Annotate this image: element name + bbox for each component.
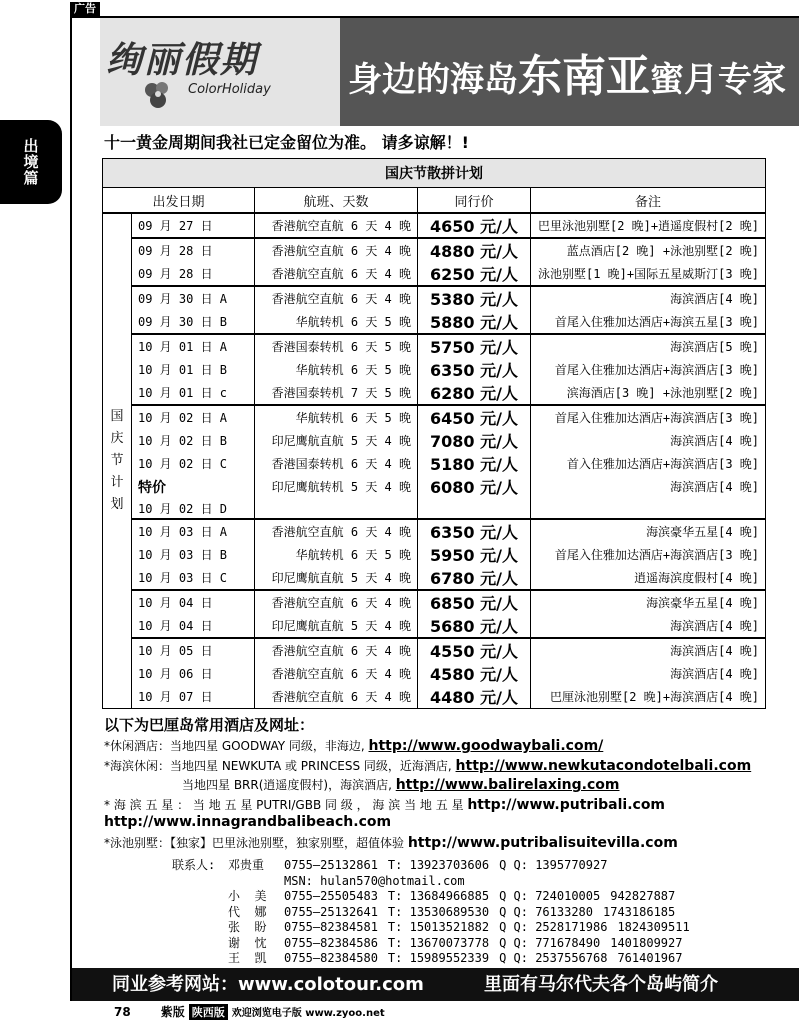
price-cell: 5750 元/人 — [418, 334, 531, 358]
contact-row — [172, 936, 700, 952]
price-cell: 5680 元/人 — [418, 614, 531, 638]
contact-mobile: T: 13670073778 — [387, 935, 490, 950]
note-cell: 海滨酒店[4 晚] — [531, 638, 766, 662]
contact-label: 联系人: — [172, 858, 216, 872]
contact-qq: Q Q: 1395770927 — [499, 858, 608, 872]
contact-name: 小 美 — [228, 889, 267, 903]
slogan — [348, 40, 786, 104]
date-cell: 10 月 01 日 c — [132, 381, 255, 405]
flight-cell: 华航转机 6 天 5 晚 — [255, 358, 418, 381]
contact-qq: Q Q: 2537556768 — [499, 951, 608, 965]
flight-cell: 香港国泰转机 6 天 4 晚 — [255, 452, 418, 475]
flight-cell: 印尼鹰航直航 5 天 4 晚 — [255, 614, 418, 638]
contact-name: 王 凯 — [228, 951, 267, 965]
price-cell: 6850 元/人 — [418, 590, 531, 614]
contact-phone: 0755—82384586 — [284, 935, 378, 950]
bottom-bar — [72, 968, 799, 1001]
date-cell: 09 月 28 日 — [132, 262, 255, 286]
contact-name: 邓贵重 — [228, 858, 265, 872]
date-cell: 10 月 04 日 — [132, 590, 255, 614]
header-flight: 航班、天数 — [255, 188, 418, 214]
hotel-url[interactable]: http://www.balirelaxing.com — [395, 777, 620, 793]
contact-label — [172, 951, 228, 967]
section-tab — [0, 120, 62, 204]
hotel-url[interactable]: http://www.newkutacondotelbali.com — [455, 758, 752, 774]
price-cell: 7080 元/人 — [418, 429, 531, 452]
table-row — [103, 662, 766, 685]
flight-cell: 华航转机 6 天 5 晚 — [255, 543, 418, 566]
date-cell: 09 月 28 日 — [132, 238, 255, 262]
hotel-line — [104, 737, 603, 754]
hotel-desc: 当地四星 BRR(逍遥度假村)，海滨酒店, — [182, 778, 396, 792]
hotel-desc: *休闲酒店：当地四星 GOODWAY 同级，非海边, — [104, 739, 369, 753]
date-cell: 10 月 02 日 C — [132, 452, 255, 475]
contact-qq: Q Q: 724010005 — [499, 889, 601, 903]
note-cell: 海滨酒店[5 晚] — [531, 334, 766, 358]
note-cell: 海滨酒店[4 晚] — [531, 614, 766, 638]
contact-phone: 0755—82384581 — [284, 920, 378, 934]
note-cell: 首尾入住雅加达酒店+海滨酒店[3 晚] — [531, 405, 766, 429]
note-cell: 海滨豪华五星[4 晚] — [531, 519, 766, 543]
header-date: 出发日期 — [103, 188, 255, 214]
note-cell: 海滨酒店[4 晚] — [531, 286, 766, 310]
contact-row — [172, 905, 700, 921]
note-cell: 首入住雅加达酒店+海滨酒店[3 晚] — [531, 452, 766, 475]
date-cell: 10 月 03 日 B — [132, 543, 255, 566]
contact-name: 谢 忱 — [228, 935, 267, 950]
flight-cell: 香港航空直航 6 天 4 晚 — [255, 213, 418, 238]
price-cell: 6080 元/人 — [418, 475, 531, 498]
table-row — [103, 334, 766, 358]
contact-qq-extra: 1824309511 — [617, 920, 690, 934]
side-label-char: 计 — [110, 475, 124, 490]
hotel-line — [104, 834, 678, 851]
hotel-url[interactable]: http://www.putribalisuitevilla.com — [407, 835, 678, 851]
contacts — [172, 858, 700, 967]
price-cell: 4480 元/人 — [418, 685, 531, 709]
side-label — [103, 213, 132, 709]
date-cell: 特价 — [132, 475, 255, 498]
contact-row — [172, 951, 700, 967]
table-row — [103, 429, 766, 452]
contact-qq: Q Q: 771678490 — [499, 935, 601, 950]
table-row — [103, 381, 766, 405]
flight-cell: 印尼鹰航直航 5 天 4 晚 — [255, 566, 418, 590]
note-cell: 泳池别墅[1 晚]+国际五星威斯汀[3 晚] — [531, 262, 766, 286]
hotel-desc: * 海 滨 五 星 ： 当 地 五 星 PUTRI/GBB 同 级 ， 海 滨 当 地 五 星 — [104, 798, 468, 812]
table-row — [103, 685, 766, 709]
table-row — [103, 590, 766, 614]
price-cell: 6250 元/人 — [418, 262, 531, 286]
hotel-line — [104, 757, 751, 774]
contact-mobile: T: 15013521882 — [387, 920, 490, 934]
note-cell: 巴里泳池别墅[2 晚]+逍遥度假村[2 晚] — [531, 213, 766, 238]
date-cell: 10 月 06 日 — [132, 662, 255, 685]
price-cell: 5880 元/人 — [418, 310, 531, 334]
contact-row — [172, 889, 700, 905]
table-row — [103, 519, 766, 543]
price-cell: 6350 元/人 — [418, 358, 531, 381]
date-cell: 10 月 02 日 B — [132, 429, 255, 452]
contact-phone: 0755—82384580 — [284, 951, 378, 965]
ad-label: 广告 — [70, 2, 100, 16]
header-price: 同行价 — [418, 188, 531, 214]
note-cell: 海滨酒店[4 晚] — [531, 429, 766, 452]
price-cell: 4880 元/人 — [418, 238, 531, 262]
logo-cn: 绚丽假期 — [106, 39, 259, 81]
table-row — [103, 238, 766, 262]
flight-cell: 香港国泰转机 6 天 5 晚 — [255, 334, 418, 358]
date-cell: 10 月 05 日 — [132, 638, 255, 662]
date-cell: 10 月 07 日 — [132, 685, 255, 709]
table-row — [103, 543, 766, 566]
note-cell: 首尾入住雅加达酒店+海滨酒店[3 晚] — [531, 358, 766, 381]
flight-cell: 华航转机 6 天 5 晚 — [255, 405, 418, 429]
table-row — [103, 358, 766, 381]
contact-row — [172, 920, 700, 936]
price-cell: 4550 元/人 — [418, 638, 531, 662]
note-cell: 蓝点酒店[2 晚] +泳池别墅[2 晚] — [531, 238, 766, 262]
contact-mobile: T: 15989552339 — [387, 951, 490, 965]
price-cell: 5180 元/人 — [418, 452, 531, 475]
price-cell: 5380 元/人 — [418, 286, 531, 310]
note-cell: 首尾入住雅加达酒店+海滨五星[3 晚] — [531, 310, 766, 334]
date-cell: 09 月 30 日 B — [132, 310, 255, 334]
table-row — [103, 405, 766, 429]
date-cell: 10 月 03 日 A — [132, 519, 255, 543]
date-cell: 09 月 27 日 — [132, 213, 255, 238]
plan-table — [102, 158, 766, 709]
contact-qq: Q Q: 2528171986 — [499, 920, 608, 934]
logo — [100, 18, 340, 126]
contact-phone: 0755—25132641 — [284, 904, 378, 919]
contact-msn: MSN: hulan570@hotmail.com — [284, 873, 465, 888]
contact-qq: Q Q: 76133280 — [499, 904, 593, 919]
logo-en: ColorHoliday — [188, 82, 271, 97]
contact-name: 张 盼 — [228, 920, 267, 934]
hotel-url[interactable]: http://www.goodwaybali.com/ — [368, 738, 604, 754]
side-label-char: 庆 — [110, 431, 124, 446]
hotel-line — [182, 776, 620, 793]
note-cell: 逍遥海滨度假村[4 晚] — [531, 566, 766, 590]
flight-cell: 香港航空直航 6 天 4 晚 — [255, 638, 418, 662]
hotel-desc: *海滨休闲：当地四星 NEWKUTA 或 PRINCESS 同级，近海酒店, — [104, 759, 456, 773]
hotel-line — [104, 796, 665, 813]
table-row — [103, 286, 766, 310]
flight-cell: 印尼鹰航转机 5 天 4 晚 — [255, 475, 418, 498]
contact-label — [172, 920, 228, 936]
edition: 紫版 — [160, 1005, 185, 1019]
flight-cell: 香港航空直航 6 天 4 晚 — [255, 662, 418, 685]
contact-name: 代 娜 — [228, 904, 267, 919]
table-row — [103, 452, 766, 475]
slogan-pre: 身边的海岛 — [348, 60, 518, 100]
note-cell — [531, 498, 766, 519]
hotel-line — [104, 814, 391, 830]
slogan-bar — [340, 18, 799, 126]
banner — [72, 18, 799, 126]
table-row — [103, 475, 766, 498]
date-cell: 10 月 03 日 C — [132, 566, 255, 590]
table-row — [103, 498, 766, 519]
footer-text[interactable]: 欢迎浏览电子版 www.zyoo.net — [231, 1008, 385, 1019]
hotel-url[interactable]: http://www.putribali.com — [467, 797, 666, 813]
note-cell: 巴厘泳池别墅[2 晚]+海滨酒店[4 晚] — [531, 685, 766, 709]
page-number: 78 — [114, 1004, 131, 1019]
contact-qq-extra: 1743186185 — [603, 904, 676, 919]
hotel-url[interactable]: http://www.innagrandbalibeach.com — [104, 814, 392, 830]
table-row — [103, 213, 766, 238]
price-cell: 6350 元/人 — [418, 519, 531, 543]
price-cell: 4580 元/人 — [418, 662, 531, 685]
date-cell: 09 月 30 日 A — [132, 286, 255, 310]
contact-qq-extra: 761401967 — [617, 951, 683, 965]
date-cell: 10 月 02 日 A — [132, 405, 255, 429]
flight-cell: 香港航空直航 6 天 4 晚 — [255, 519, 418, 543]
contact-row — [172, 858, 700, 874]
flight-cell: 香港航空直航 6 天 4 晚 — [255, 590, 418, 614]
price-cell: 6780 元/人 — [418, 566, 531, 590]
contact-qq-extra: 942827887 — [610, 889, 676, 903]
table-row — [103, 614, 766, 638]
price-cell: 6280 元/人 — [418, 381, 531, 405]
contact-mobile: T: 13684966885 — [387, 889, 490, 903]
flight-cell: 香港航空直航 6 天 4 晚 — [255, 238, 418, 262]
flight-cell: 香港航空直航 6 天 4 晚 — [255, 685, 418, 709]
ref-note: 里面有马尔代夫各个岛屿简介 — [484, 974, 718, 995]
date-cell: 10 月 02 日 D — [132, 498, 255, 519]
contact-label — [172, 889, 228, 905]
flight-cell: 华航转机 6 天 5 晚 — [255, 310, 418, 334]
note-cell: 海滨酒店[4 晚] — [531, 475, 766, 498]
header-note: 备注 — [531, 188, 766, 214]
side-label-char: 国 — [110, 409, 124, 424]
price-cell: 6450 元/人 — [418, 405, 531, 429]
note-cell: 滨海酒店[3 晚] +泳池别墅[2 晚] — [531, 381, 766, 405]
table-row — [103, 262, 766, 286]
table-row — [103, 310, 766, 334]
contact-phone: 0755—25505483 — [284, 889, 378, 903]
date-cell: 10 月 01 日 A — [132, 334, 255, 358]
date-cell: 10 月 04 日 — [132, 614, 255, 638]
flight-cell: 香港航空直航 6 天 4 晚 — [255, 286, 418, 310]
flower-icon — [140, 78, 176, 114]
flight-cell — [255, 498, 418, 519]
table-title: 国庆节散拼计划 — [103, 159, 766, 188]
contact-qq-extra: 1401809927 — [610, 935, 683, 950]
hotels-title: 以下为巴厘岛常用酒店及网址： — [104, 716, 315, 734]
left-rule — [70, 16, 72, 1001]
slogan-big: 东南亚 — [518, 51, 650, 102]
notice: 十一黄金周期间我社已定金留位为准。 请多谅解！! — [104, 133, 469, 152]
note-cell: 海滨豪华五星[4 晚] — [531, 590, 766, 614]
flight-cell: 香港国泰转机 7 天 5 晚 — [255, 381, 418, 405]
price-cell: 5950 元/人 — [418, 543, 531, 566]
side-label-char: 划 — [110, 497, 124, 512]
table-row — [103, 566, 766, 590]
contact-label — [172, 905, 228, 921]
flight-cell: 香港航空直航 6 天 4 晚 — [255, 262, 418, 286]
note-cell: 海滨酒店[4 晚] — [531, 662, 766, 685]
side-label-char: 节 — [110, 453, 124, 468]
price-cell: 4650 元/人 — [418, 213, 531, 238]
hotel-desc: *泳池别墅：【独家】巴里泳池别墅，独家别墅，超值体验 — [104, 836, 408, 850]
contact-mobile: T: 13530689530 — [387, 904, 490, 919]
ref-site[interactable]: 同业参考网站：www.colotour.com — [112, 974, 424, 995]
price-cell — [418, 498, 531, 519]
date-cell: 10 月 01 日 B — [132, 358, 255, 381]
contact-mobile: T: 13923703606 — [387, 858, 490, 872]
footer — [114, 1003, 385, 1020]
contact-phone: 0755—25132861 — [284, 858, 378, 872]
section-tab-label: 出境篇 — [21, 138, 40, 186]
contact-label — [172, 936, 228, 952]
note-cell: 首尾入住雅加达酒店+海滨酒店[3 晚] — [531, 543, 766, 566]
flight-cell: 印尼鹰航直航 5 天 4 晚 — [255, 429, 418, 452]
slogan-post: 蜜月专家 — [650, 60, 786, 100]
edition-box: 陕西版 — [189, 1004, 228, 1020]
table-row — [103, 638, 766, 662]
